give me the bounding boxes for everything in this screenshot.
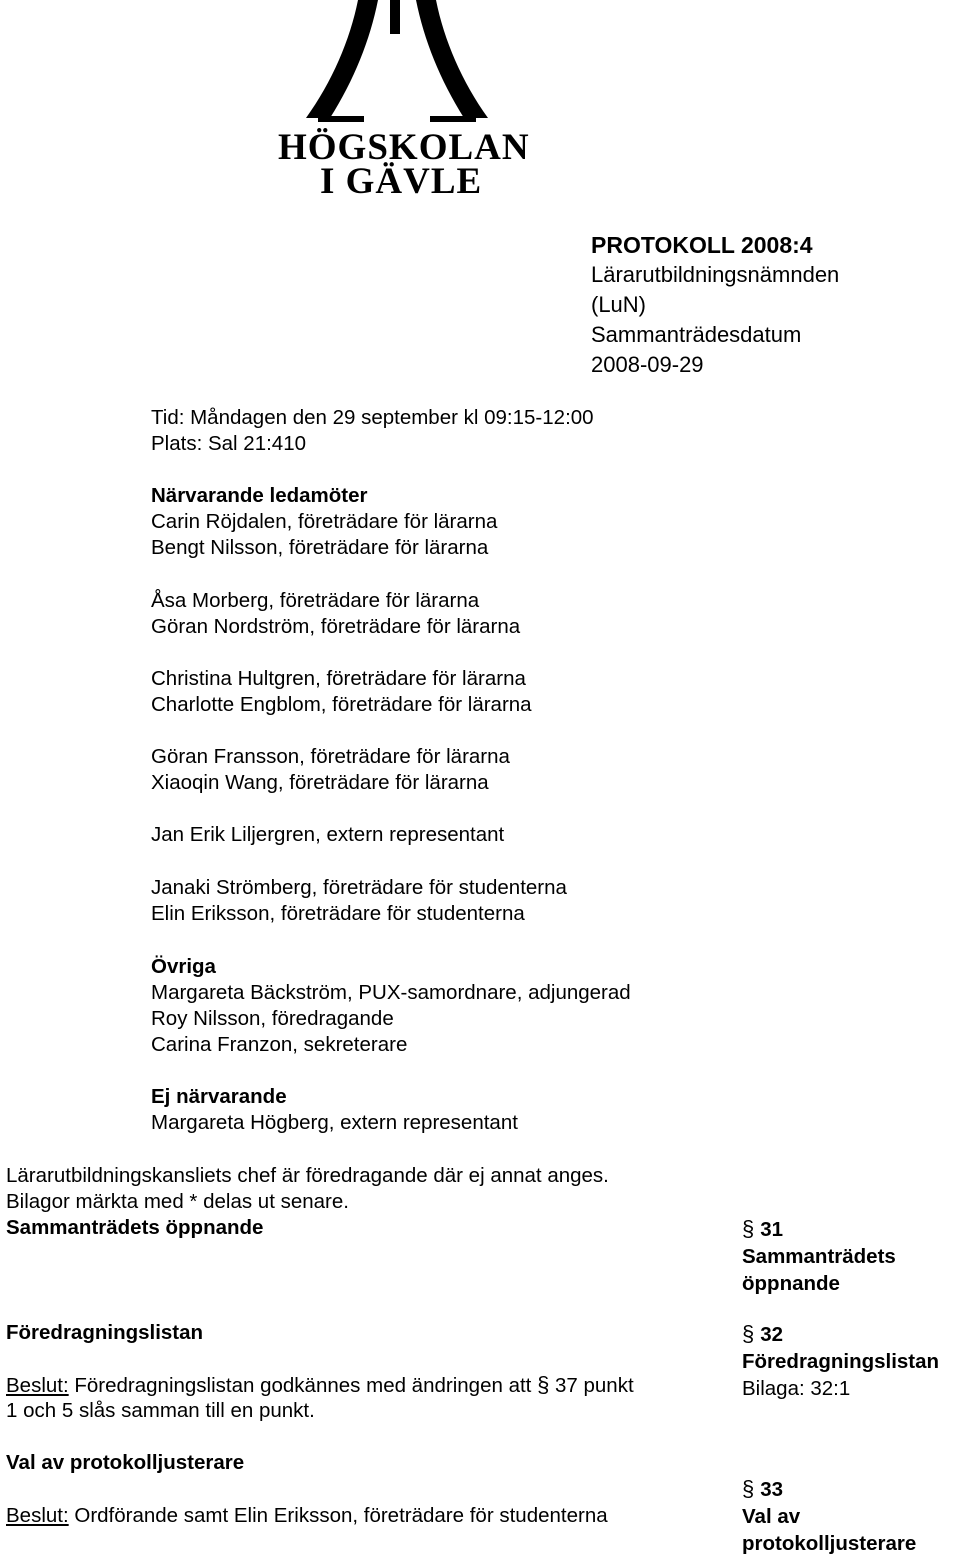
section-side-title: protokolljusterare — [742, 1532, 917, 1555]
section-sign-icon: § — [742, 1321, 755, 1346]
member-line: Charlotte Engblom, företrädare för lärarna — [151, 693, 532, 716]
others-line: Roy Nilsson, föredragande — [151, 1007, 394, 1030]
meeting-time: Tid: Måndagen den 29 september kl 09:15-12:00 — [151, 406, 594, 429]
note-line: Bilagor märkta med * delas ut senare. — [6, 1190, 349, 1213]
section-31-heading: Sammanträdets öppnande — [6, 1216, 264, 1239]
section-32-decision-line2: 1 och 5 slås samman till en punkt. — [6, 1399, 315, 1422]
note-line: Lärarutbildningskansliets chef är föredragande där ej annat anges. — [6, 1164, 609, 1187]
section-side-title: Föredragningslistan — [742, 1350, 940, 1373]
hogskolan-i-gavle-logo — [262, 0, 530, 202]
member-line: Göran Fransson, företrädare för lärarna — [151, 745, 510, 768]
others-heading: Övriga — [151, 955, 216, 978]
section-33-marker — [742, 1475, 916, 1557]
section-32-decision — [6, 1372, 634, 1399]
section-sign-icon: § — [742, 1216, 755, 1241]
decision-label: Beslut: — [6, 1504, 69, 1527]
member-line: Xiaoqin Wang, företrädare för lärarna — [151, 771, 489, 794]
committee-abbrev: (LuN) — [591, 292, 647, 317]
section-sign-icon: § — [742, 1476, 755, 1501]
member-line: Christina Hultgren, företrädare för lärarna — [151, 667, 526, 690]
section-side-title: Sammanträdets — [742, 1245, 896, 1268]
member-line: Åsa Morberg, företrädare för lärarna — [151, 589, 480, 612]
section-number: 32 — [760, 1323, 784, 1346]
logo-text-line1: HÖGSKOLAN — [278, 127, 530, 168]
protocol-header — [591, 230, 839, 380]
committee-name: Lärarutbildningsnämnden — [591, 262, 840, 287]
section-side-note: Bilaga: 32:1 — [742, 1377, 851, 1400]
decision-text: Föredragningslistan godkännes med ändringen att — [68, 1374, 538, 1397]
section-33-decision — [6, 1503, 608, 1529]
logo-emblem — [262, 0, 522, 140]
logo-text-line2: I GÄVLE — [320, 161, 483, 202]
absent-heading: Ej närvarande — [151, 1085, 287, 1108]
date-label: Sammanträdesdatum — [591, 322, 802, 347]
section-side-title: Val av — [742, 1505, 801, 1528]
section-31-marker — [742, 1215, 896, 1297]
meeting-date: 2008-09-29 — [591, 352, 704, 377]
others-line: Margareta Bäckström, PUX-samordnare, adjungerad — [151, 981, 631, 1004]
decision-text: 37 punkt — [549, 1374, 634, 1397]
member-line: Jan Erik Liljergren, extern representant — [151, 823, 505, 846]
meeting-place: Plats: Sal 21:410 — [151, 432, 306, 455]
section-33-heading: Val av protokolljusterare — [6, 1451, 245, 1474]
section-side-title: öppnande — [742, 1272, 840, 1295]
others-line: Carina Franzon, sekreterare — [151, 1033, 408, 1056]
section-sign-icon: § — [537, 1372, 550, 1397]
decision-text: Ordförande samt Elin Eriksson, företrädare för studenterna — [68, 1504, 608, 1527]
section-32-marker — [742, 1320, 939, 1402]
section-32-heading: Föredragningslistan — [6, 1321, 204, 1344]
member-line: Carin Röjdalen, företrädare för lärarna — [151, 510, 498, 533]
present-heading: Närvarande ledamöter — [151, 484, 368, 507]
member-line: Bengt Nilsson, företrädare för lärarna — [151, 536, 489, 559]
protocol-title: PROTOKOLL 2008:4 — [591, 232, 813, 258]
member-line: Göran Nordström, företrädare för lärarna — [151, 615, 521, 638]
absent-line: Margareta Högberg, extern representant — [151, 1111, 518, 1134]
section-number: 31 — [760, 1218, 784, 1241]
decision-label: Beslut: — [6, 1374, 69, 1397]
member-line: Janaki Strömberg, företrädare för studenterna — [151, 876, 567, 899]
member-line: Elin Eriksson, företrädare för studenterna — [151, 902, 525, 925]
section-number: 33 — [760, 1478, 784, 1501]
